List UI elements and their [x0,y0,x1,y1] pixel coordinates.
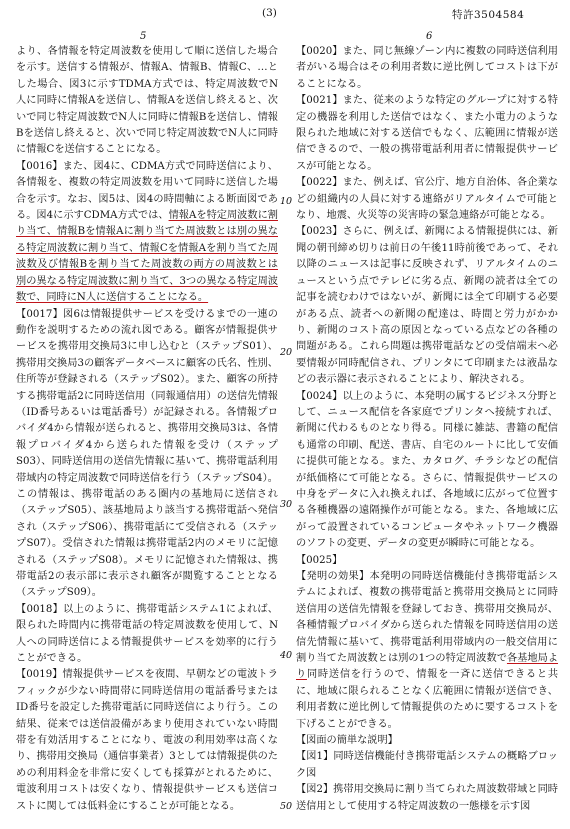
paragraph-0023: 【0023】さらに、例えば、新聞による情報提供には、新聞の朝刊締め切りは前日の午後11時前後であって、それ以降のニュースは記事に反映されず、リアルタイムのニュースという点でテレビに劣る点、新聞の読者は全ての記事を読むわけではないが、新聞には全て印刷する必要がある点、読者への新聞の配達は、時間と労力がかかり、新聞のコスト高の原因となっている点などの各種の問題がある。これら問題は携帯電話などの受信端末へ必要情報が同時配信され、プリンタにて印刷または液晶などの表示器に表示されることにより、解決される。 [296,226,558,386]
left-column [16,44,278,815]
effect-of-invention [296,569,558,733]
paragraph-0025: 【0025】 [296,554,343,566]
paragraph-0020: 【0020】また、同じ無線ゾーン内に複数の同時送信利用者がいる場合はその利用者数に逆比例してコストは下がることになる。 [296,46,558,90]
line-number: 40 [280,650,293,661]
paragraph-0019: 【0019】情報提供サービスを夜間、早朝などの電波トラフィックが少ない時間帯に同時送信用の電話番号またはID番号を設定した携帯電話に同時送信により行う。この結果、従来では送信設備があまり使用されていない時間帯を有効活用することになり、電波の利用効率は高くなり、携帯用交換局（通信事業者）3としては情報提供のための利用料金を非常に安くしても採算がとれるために、電波利用コストは安くなり、情報提供サービスも送信コストに関しては低料金にすることが可能となる。 [16,669,278,812]
figure-1-caption: 【図1】同時送信機能付き携帯電話システムの概略ブロック図 [296,751,558,779]
line-number: 20 [280,347,293,358]
column-number-left: 5 [140,31,147,42]
line-number: 50 [280,801,293,812]
paragraph-0016 [16,159,278,307]
line-number: 30 [280,499,293,510]
paragraph-0022: 【0022】また、例えば、官公庁、地方自治体、各企業などの組織内の人員に対する連絡がリアルタイムで可能となり、地震、火災等の災害時の緊急連絡が可能となる。 [296,177,558,222]
underlined-passage: 情報Aを特定周波数に割り当て、情報Bを情報Aに割り当てた周波数とは別の異なる特定周波数に割り当て、情報Cを情報Aを割り当てた周波数及び情報Bを割り当てた周波数の両方の周波数とは別の異なる特定周波数に割り当て、3つの異なる特定周波数で、同時にN人に送信することになる。 [16,210,278,304]
paragraph-0024: 【0024】以上のように、本発明の属するビジネス分野として、ニュース配信を各家庭でプリンタへ接続すれば、新聞に代わるものとなり得る。同様に雑誌、書籍の配信も通常の印刷、配送、書店、自宅のルートに比して安価に提供可能となる。また、カタログ、チラシなどの配信が紙価格にて可能となる。さらに、情報提供サービスの中身をデータに入れ換えれば、各地域に広がって位置する各種機器の遠隔操作が可能となる。また、各地域に広がって設置されているコンピュータやネットワーク機器のソフトの変更、データの変更が瞬時に可能となる。 [296,390,558,550]
paragraph: より、各情報を特定周波数を使用して順に送信した場合を示す。送信する情報が、情報A、情報B、情報C、…とした場合、図3に示すTDMA方式では、特定周波数でN人に同時に情報Aを送信し、情報Aを送信し終えると、次いで同じ特定周波数でN人に同時に情報Bを送信し、情報Bを送信し終えると、次いで同じ特定周波数でN人に同時に情報Cを送信することになる。 [16,46,278,156]
figure-2-caption: 【図2】携帯用交換局に割り当てられた周波数帯域と同時送信用として使用する特定周波数の一態様を示す図 [296,784,558,812]
line-number: 10 [280,196,293,207]
column-number-right: 6 [426,31,433,42]
paragraph-text: 【発明の効果】本発明の同時送信機能付き携帯電話システムによれば、複数の携帯電話と携帯用交換局とに同時送信用の送信先情報を登録しておき、携帯用交換局が、各種情報プロバイダから送られた情報を同時送信用の送信先情報に基いて、携帯電話利用帯域内の一般交信用に割り当てた周波数とは別の1つの特定周波数で [296,571,558,665]
right-column [296,44,558,815]
paragraph-0017: 【0017】図6は情報提供サービスを受けるまでの一連の動作を説明するための流れ図である。顧客が情報提供サービスを携帯用交換局3に申し込むと（ステップS01）、携帯用交換局3の顧客データベースに顧客の氏名、性別、住所等が登録される（ステップS02）。また、顧客の所持する携帯電話2に同時送信用（同報通信用）の送信先情報（ID番号あるいは電話番号）が記録される。各情報プロバイダ4から情報が送られると、携帯用交換局3は、各情報プロバイダ4から送られた情報を受け（ステップS03）、同時送信用の送信先情報に基いて、携帯電話利用帯域内の特定周波数で同時送信を行う（ステップS04）。この情報は、携帯電話のある圏内の基地局に送信され（ステップS05）、該基地局より該当する携帯電話へ発信され（ステップS06）、携帯電話にて受信される（ステップS07）。受信された情報は携帯電話2内のメモリに記憶される（ステップS08）。メモリに記憶された情報は、携帯電話2の表示部に表示され顧客が閲覧することとなる（ステップS09）。 [16,308,278,599]
paragraph-0018: 【0018】以上のように、携帯電話システム1によれば、限られた時間内に携帯電話の特定周波数を使用して、N人への同時送信による情報提供サービスを効率的に行うことができる。 [16,603,278,665]
paragraph-text: 【0016】また、図4に、CDMA方式で同時送信により、各情報を、複数の特定周波数を用いて同時に送信した場合を示す。なお、図5は、図4の時間軸による断面図である。図4に示すCDMA方式では、 [16,160,278,222]
page-number: (3) [262,7,277,19]
paragraph-text: 同時送信を行うので、情報を一斉に送信できると共に、地域に限られることなく広範囲に情報が送信でき、利用者数に逆比例して情報提供のために要するコストを下げることができる。 [296,669,559,730]
underlined-passage: 各基地局より [296,653,559,681]
paragraph-0021: 【0021】また、従来のような特定のグループに対する特定の機器を利用した送信ではなく、また小電力のような限られた地域に対する送信でもなく、広範囲に情報が送信できるので、一般の携帯電話利用者に情報提供サービスが可能となる。 [296,95,558,172]
patent-number: 特許3504584 [452,9,525,21]
drawing-description-heading: 【図面の簡単な説明】 [296,735,398,747]
